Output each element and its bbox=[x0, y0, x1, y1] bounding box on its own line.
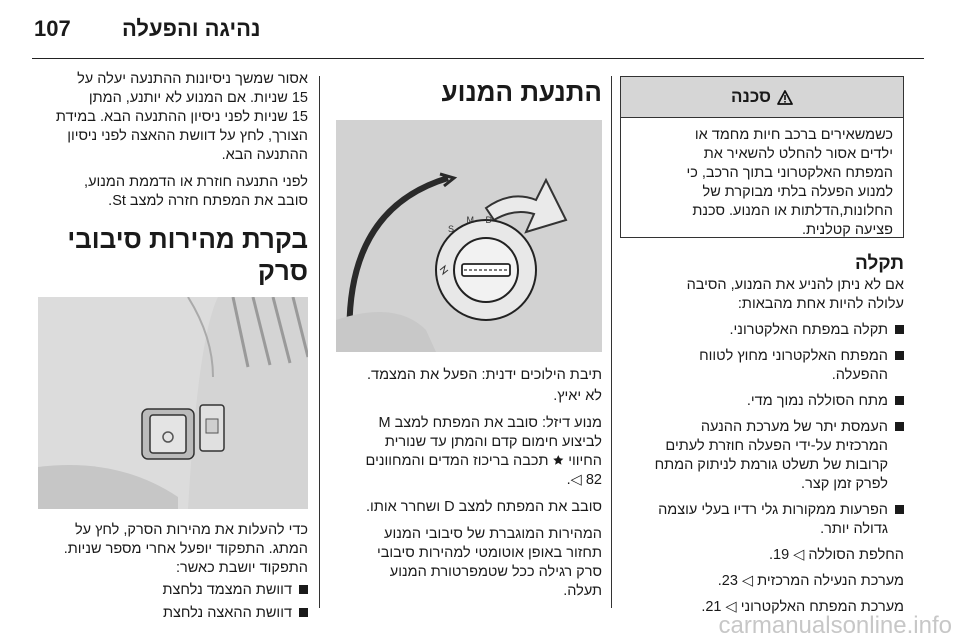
fault-heading: תקלה bbox=[854, 253, 904, 274]
list-item: דוושת ההאצה נלחצת bbox=[38, 604, 308, 623]
intro-line: הצורך, לחץ על דוושת ההאצה לפני ניסיון bbox=[67, 128, 308, 144]
cross-reference[interactable]: מערכת הנעילה המרכזית ◁ 23. bbox=[717, 573, 904, 589]
before-line: לפני התנעה חוזרת או הדממת המנוע, bbox=[84, 174, 308, 190]
ignition-switch-image bbox=[336, 120, 602, 352]
square-bullet-icon bbox=[895, 351, 904, 360]
danger-box bbox=[620, 76, 904, 238]
danger-line: כשמשאירים ברכב חיות מחמד או bbox=[694, 127, 893, 143]
square-bullet-icon bbox=[895, 422, 904, 431]
square-bullet-icon bbox=[299, 608, 308, 617]
page-number: 107 bbox=[34, 16, 71, 41]
list-item: המפתח האלקטרוני מחוץ לטווח ההפעלה. bbox=[620, 347, 904, 385]
step-line: סובב את המפתח למצב D ושחרר אותו. bbox=[366, 499, 602, 515]
step-line: תחזור באופן אוטומטי למהירות סיבובי bbox=[376, 545, 602, 561]
key-mark-m: M bbox=[466, 215, 474, 225]
step-line: לא יאיץ. bbox=[553, 388, 602, 404]
step-line: תעלה. bbox=[563, 583, 602, 599]
cross-reference[interactable]: החלפת הסוללה ◁ 19. bbox=[769, 547, 904, 563]
left-column bbox=[38, 70, 308, 623]
page-header bbox=[34, 14, 922, 50]
watermark: carmanualsonline.info bbox=[718, 612, 952, 639]
intro-line: 15 שניות. אם המנוע לא יותנע, המתן bbox=[88, 90, 308, 106]
intro-line: 15 שניות לפני ניסיון ההתנעה הבא. במידת bbox=[55, 109, 308, 125]
danger-title: סכנה bbox=[731, 87, 771, 106]
list-item: הפרעות ממקורות גלי רדיו בעלי עוצמה גדולה יותר. bbox=[620, 501, 904, 539]
step-line: החיווי 🟊 תכבה בריכוז המדים והמחוונים bbox=[365, 453, 602, 469]
column-divider-left bbox=[319, 76, 320, 608]
square-bullet-icon bbox=[299, 585, 308, 594]
step-line: המהירות המוגברת של סיבובי המנוע bbox=[384, 526, 602, 542]
idle-desc-line: התפקוד יושבת כאשר: bbox=[175, 560, 308, 576]
idle-desc-line: המתג. התפקוד יופעל אחרי מספר שניות. bbox=[63, 541, 308, 557]
list-item: העמסת יתר של מערכת ההנעה המרכזית על-ידי הפעלה חוזרת לעתים קרובות של תשלט גורמת לניתוק המתח לפרק זמן קצר. bbox=[620, 418, 904, 494]
before-line: סובב את המפתח חזרה למצב St. bbox=[108, 193, 308, 209]
key-mark-s: S bbox=[447, 224, 454, 234]
right-column bbox=[620, 252, 904, 617]
list-item: דוושת המצמד נלחצת bbox=[38, 581, 308, 600]
chapter-title: נהיגה והפעלה bbox=[122, 16, 261, 41]
square-bullet-icon bbox=[895, 505, 904, 514]
danger-line: פציעה קטלנית. bbox=[801, 222, 893, 238]
square-bullet-icon bbox=[895, 396, 904, 405]
idle-control-heading: בקרת מהירות סיבובי סרק bbox=[67, 224, 308, 286]
step-line: לביצוע חימום קדם והמתן עד שנורית bbox=[384, 434, 602, 450]
list-item: מתח הסוללה נמוך מדי. bbox=[620, 392, 904, 411]
danger-body bbox=[621, 118, 903, 246]
header-rule bbox=[32, 58, 924, 59]
step-line: תיבת הילוכים ידנית: הפעל את המצמד. bbox=[367, 367, 602, 383]
danger-title-bar bbox=[621, 77, 903, 118]
step-line: מנוע דיזל: סובב את המפתח למצב M bbox=[378, 415, 602, 431]
cross-reference[interactable]: מערכת המפתח האלקטרוני ◁ 21. bbox=[701, 599, 904, 615]
key-mark-d: D bbox=[485, 215, 492, 225]
fault-intro-line: עלולה להיות אחת מהבאות: bbox=[737, 296, 904, 312]
step-line: סרק רגילה ככל שטמפרטורת המנוע bbox=[389, 564, 602, 580]
idle-desc-line: כדי להעלות את מהירות הסרק, לחץ על bbox=[74, 522, 308, 538]
warning-triangle-icon bbox=[777, 90, 793, 105]
intro-line: ההתנעה הבא. bbox=[221, 147, 308, 163]
list-item: תקלה במפתח האלקטרוני. bbox=[620, 321, 904, 340]
danger-line: למנוע הפעלה בלתי מבוקרת של bbox=[702, 184, 893, 200]
column-divider-right bbox=[611, 76, 612, 608]
fault-intro-line: אם לא ניתן להניע את המנוע, הסיבה bbox=[686, 277, 904, 293]
engine-start-heading: התנעת המנוע bbox=[441, 77, 602, 107]
step-line: 82 ◁. bbox=[566, 472, 602, 488]
switch-panel-image bbox=[38, 297, 308, 509]
danger-line: ילדים אסור להחלט להשאיר את bbox=[703, 146, 893, 162]
danger-line: המפתח האלקטרוני בתוך הרכב, כי bbox=[686, 165, 893, 181]
square-bullet-icon bbox=[895, 325, 904, 334]
danger-line: החלונות,הדלתות או המנוע. סכנת bbox=[692, 203, 893, 219]
middle-column bbox=[336, 76, 602, 601]
intro-line: אסור שמשך ניסיונות ההתנעה יעלה על bbox=[77, 71, 308, 87]
